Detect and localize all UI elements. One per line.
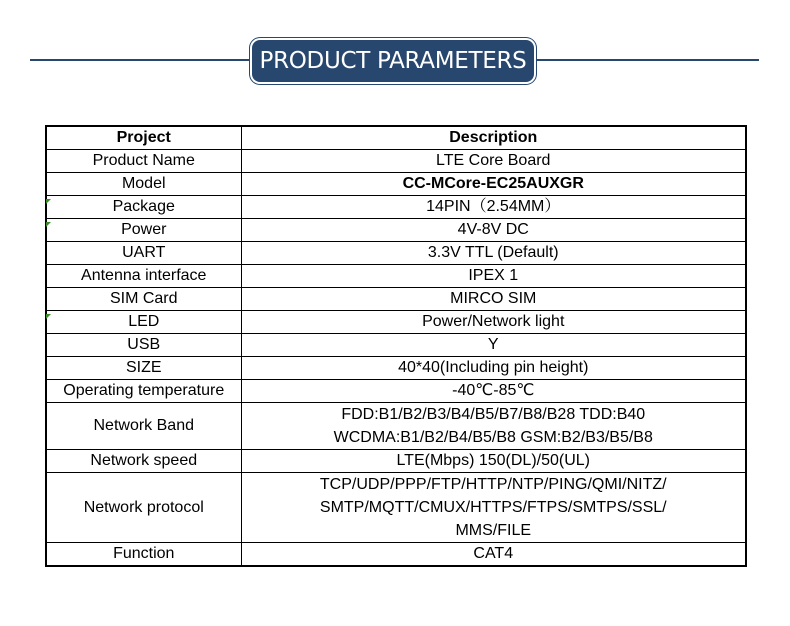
table-row <box>46 450 746 473</box>
description-line: LTE(Mbps) 150(DL)/50(UL) <box>396 452 591 469</box>
description-cell <box>241 357 746 380</box>
table-row <box>46 219 746 242</box>
project-cell: SIZE <box>46 357 241 380</box>
description-cell <box>241 450 746 473</box>
description-cell <box>241 380 746 403</box>
description-cell <box>241 150 746 173</box>
description-line: CC-MCore-EC25AUXGR <box>402 175 584 192</box>
description-line: SMTP/MQTT/CMUX/HTTPS/FTPS/SMTPS/SSL/ <box>319 499 667 516</box>
table-body <box>46 150 746 567</box>
description-line: 4V-8V DC <box>457 221 529 238</box>
table-row <box>46 311 746 334</box>
column-header-description: Description <box>241 126 746 150</box>
table-row <box>46 473 746 543</box>
description-line: -40℃-85℃ <box>452 382 535 399</box>
table-row <box>46 173 746 196</box>
description-cell <box>241 543 746 567</box>
project-cell: LED <box>46 311 241 334</box>
description-cell <box>241 219 746 242</box>
description-line: IPEX 1 <box>468 267 519 284</box>
description-line: MIRCO SIM <box>450 290 537 307</box>
description-line: 40*40(Including pin height) <box>398 359 589 376</box>
description-line: WCDMA:B1/B2/B4/B5/B8 GSM:B2/B3/B5/B8 <box>333 429 653 446</box>
table-row <box>46 334 746 357</box>
column-header-project: Project <box>46 126 241 150</box>
project-cell: SIM Card <box>46 288 241 311</box>
table-row <box>46 242 746 265</box>
project-cell: Network Band <box>46 403 241 450</box>
project-cell: USB <box>46 334 241 357</box>
project-cell: Network protocol <box>46 473 241 543</box>
description-cell <box>241 265 746 288</box>
table-row <box>46 543 746 567</box>
project-cell: Package <box>46 196 241 219</box>
table-row <box>46 288 746 311</box>
table-row <box>46 380 746 403</box>
parameters-table <box>45 125 747 567</box>
description-line: Power/Network light <box>422 313 565 330</box>
project-cell: Model <box>46 173 241 196</box>
table-row <box>46 150 746 173</box>
project-cell: Function <box>46 543 241 567</box>
header-rule-right <box>534 59 759 61</box>
description-line: 3.3V TTL (Default) <box>427 244 559 261</box>
table-row <box>46 357 746 380</box>
description-line: 14PIN（2.54MM） <box>426 198 561 215</box>
table-row <box>46 265 746 288</box>
project-cell: Antenna interface <box>46 265 241 288</box>
description-line: CAT4 <box>473 545 514 562</box>
page-title: PRODUCT PARAMETERS <box>252 40 534 82</box>
description-line: Y <box>487 336 499 353</box>
description-cell <box>241 311 746 334</box>
table-header-row <box>46 126 746 150</box>
cell-marker <box>46 199 51 204</box>
description-cell <box>241 173 746 196</box>
project-cell: Power <box>46 219 241 242</box>
project-cell: UART <box>46 242 241 265</box>
header-rule-left <box>30 59 256 61</box>
project-cell: Product Name <box>46 150 241 173</box>
description-cell <box>241 288 746 311</box>
description-line: MMS/FILE <box>455 522 532 539</box>
description-line: TCP/UDP/PPP/FTP/HTTP/NTP/PING/QMI/NITZ/ <box>319 476 667 493</box>
table-row <box>46 403 746 450</box>
description-cell <box>241 473 746 543</box>
description-cell <box>241 334 746 357</box>
project-cell: Operating temperature <box>46 380 241 403</box>
description-line: LTE Core Board <box>436 152 551 169</box>
description-cell <box>241 242 746 265</box>
description-line: FDD:B1/B2/B3/B4/B5/B7/B8/B28 TDD:B40 <box>341 406 646 423</box>
table-row <box>46 196 746 219</box>
description-cell <box>241 196 746 219</box>
cell-marker <box>46 222 51 227</box>
cell-marker <box>46 314 51 319</box>
description-cell <box>241 403 746 450</box>
project-cell: Network speed <box>46 450 241 473</box>
